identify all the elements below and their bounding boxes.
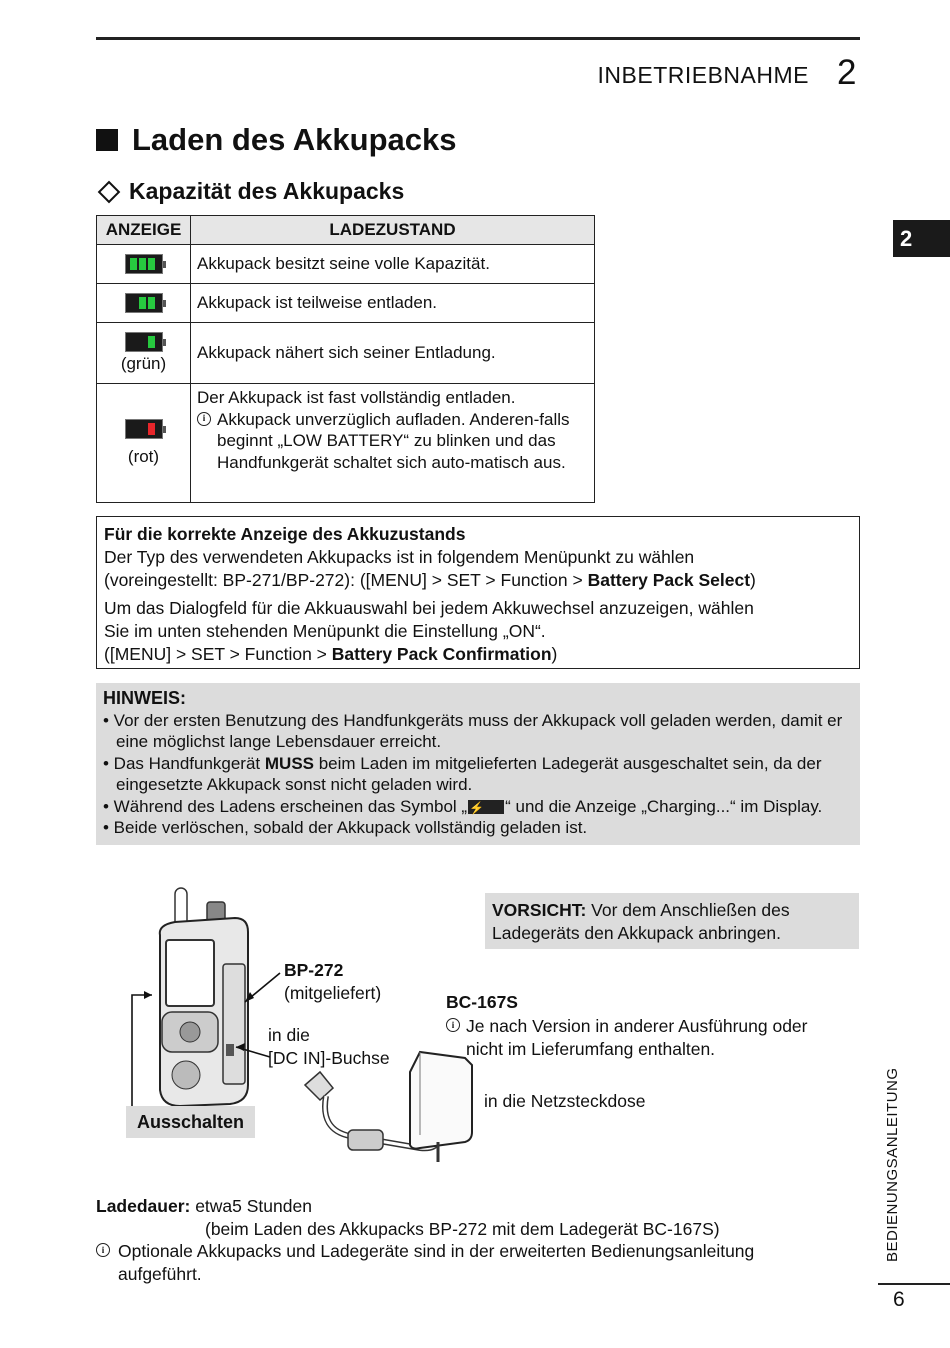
table-row	[97, 245, 595, 284]
optional-note: Optionale Akkupacks und Ladegeräte sind in der erweiterten Bedienungsanleitung aufgeführt.	[118, 1241, 755, 1284]
box-line: ([MENU] > SET > Function > Battery Pack Confirmation)	[104, 644, 558, 664]
section-title	[96, 122, 457, 158]
box-line: Der Typ des verwendeten Akkupacks ist in folgendem Menüpunkt zu wählen	[104, 547, 695, 567]
status-text: Akkupack ist teilweise entladen.	[191, 284, 595, 323]
info-icon: i	[197, 412, 211, 426]
chapter-number: 2	[837, 53, 857, 92]
socket-label: in die Netzsteckdose	[484, 1091, 646, 1111]
charge-time-value: etwa5 Stunden	[190, 1196, 312, 1216]
caution-text: Vor dem Anschließen des Ladegeräts den Akkupack anbringen.	[492, 900, 790, 943]
charge-time-detail: (beim Laden des Akkupacks BP-272 mit dem Ladegerät BC-167S)	[205, 1218, 720, 1239]
footer-notes	[96, 1195, 856, 1285]
dc-in-label-2: [DC IN]-Buchse	[268, 1048, 390, 1068]
power-off-label: Ausschalten	[126, 1106, 255, 1138]
table-row	[97, 384, 595, 503]
page-rule	[878, 1283, 950, 1285]
page-number: 6	[893, 1288, 905, 1311]
battery-one-third-icon	[125, 332, 163, 352]
status-text: Akkupack besitzt seine volle Kapazität.	[191, 245, 595, 284]
battery-table	[96, 215, 595, 503]
box-title: Für die korrekte Anzeige des Akkuzustands	[104, 524, 466, 544]
table-row	[97, 323, 595, 384]
dc-in-label-1: in die	[268, 1025, 310, 1045]
table-header-display: ANZEIGE	[97, 216, 191, 245]
status-note	[197, 409, 588, 474]
info-icon: i	[446, 1018, 460, 1032]
info-icon: i	[96, 1243, 110, 1257]
status-text: Der Akkupack ist fast vollständig entladen.	[197, 388, 516, 407]
bc167s-label: BC-167S	[446, 992, 518, 1012]
status-text: Akkupack nähert sich seiner Entladung.	[191, 323, 595, 384]
subsection-title-text: Kapazität des Akkupacks	[129, 178, 405, 204]
chapter-tab: 2	[893, 220, 950, 257]
menu-item-battery-pack-select: Battery Pack Select	[587, 570, 751, 590]
menu-item-battery-pack-confirmation: Battery Pack Confirmation	[331, 644, 552, 664]
color-caption: (grün)	[120, 354, 167, 374]
box-line: (voreingestellt: BP-271/BP-272): ([MENU] > SET > Function > Battery Pack Select)	[104, 570, 756, 590]
battery-empty-red-icon	[125, 419, 163, 439]
hint-item: • Das Handfunkgerät MUSS beim Laden im mitgelieferten Ladegerät ausgeschaltet sein, da der eingesetzte Akkupack sonst nicht geladen wird.	[103, 753, 822, 794]
hint-item: • Vor der ersten Benutzung des Handfunkgeräts muss der Akkupack voll geladen werden, damit er eine möglichst lange Lebensdauer erreicht.	[103, 710, 843, 751]
box-line: Sie im unten stehenden Menüpunkt die Einstellung „ON“.	[104, 621, 546, 641]
bc167s-note: Je nach Version in anderer Ausführung oder nicht im Lieferumfang enthalten.	[466, 1016, 808, 1059]
square-bullet-icon	[96, 129, 118, 151]
bp272-sub: (mitgeliefert)	[284, 983, 382, 1003]
status-note-text: Akkupack unverzüglich aufladen. Anderen-falls beginnt „LOW BATTERY“ zu blinken und das Handfunkgerät schaltet sich auto-matisch aus.	[217, 409, 570, 472]
color-caption: (rot)	[127, 447, 160, 467]
caution-label: VORSICHT:	[492, 900, 587, 920]
header-rule	[96, 37, 860, 40]
hint-item: • Beide verlöschen, sobald der Akkupack vollständig geladen ist.	[103, 818, 588, 837]
battery-full-icon	[125, 254, 163, 274]
charging-icon: ⚡	[468, 800, 504, 814]
hint-box	[96, 683, 860, 845]
chapter-title: INBETRIEBNAHME	[597, 62, 809, 88]
manual-label: BEDIENUNGSANLEITUNG	[884, 1067, 901, 1262]
hint-item: • Während des Ladens erscheinen das Symbol „ ⚡ “ und die Anzeige „Charging...“ im Display.	[103, 796, 823, 816]
bp272-label: BP-272	[284, 960, 344, 980]
caution-box	[485, 893, 859, 949]
table-row	[97, 284, 595, 323]
hint-title: HINWEIS:	[103, 688, 186, 708]
battery-two-thirds-icon	[125, 293, 163, 313]
subsection-title	[98, 178, 404, 205]
charge-time-label: Ladedauer:	[96, 1196, 191, 1216]
table-header-status: LADEZUSTAND	[191, 216, 595, 245]
battery-setting-box	[96, 516, 860, 669]
section-title-text: Laden des Akkupacks	[132, 122, 457, 157]
diamond-bullet-icon	[98, 180, 121, 203]
box-line: Um das Dialogfeld für die Akkuauswahl bei jedem Akkuwechsel anzuzeigen, wählen	[104, 598, 754, 618]
